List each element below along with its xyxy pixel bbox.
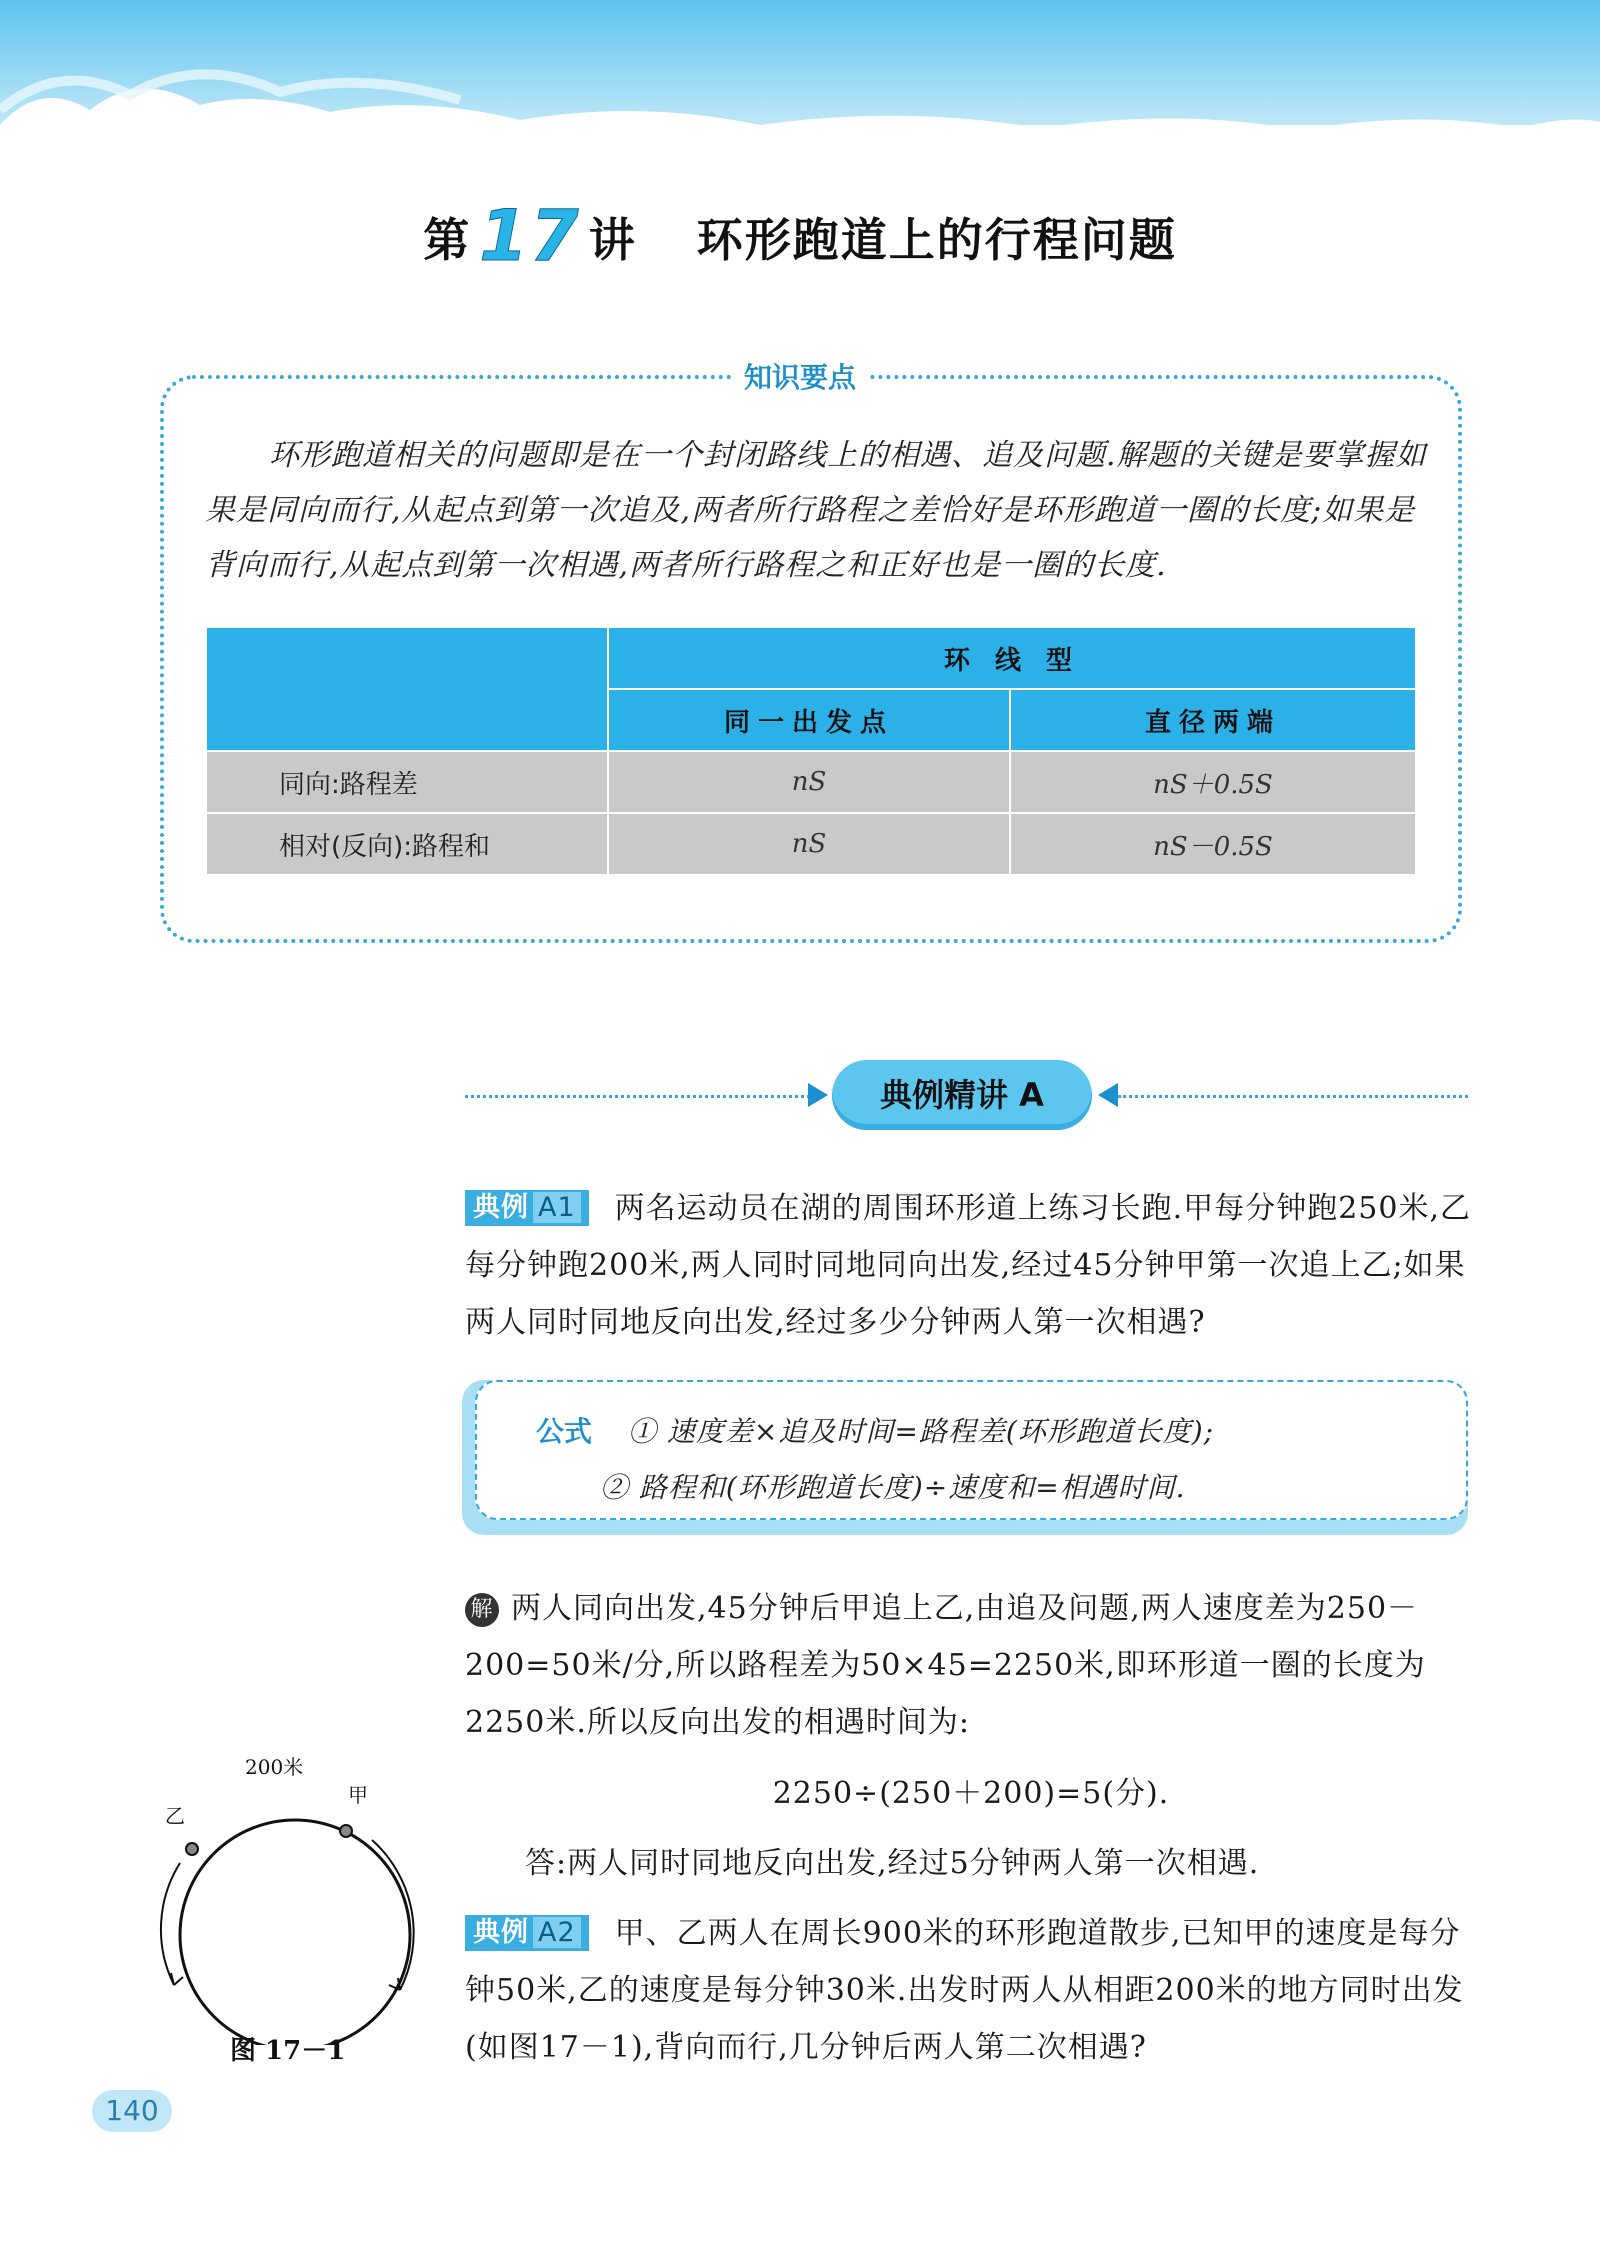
table-col-same-start: 同一出发点 — [608, 689, 1010, 751]
arrow-path-b — [161, 1863, 180, 1985]
table-row-label: 相对(反向):路程和 — [206, 813, 608, 875]
formula-line-1: ① 速度差×追及时间=路程差(环形跑道长度); — [628, 1415, 1215, 1448]
point-a-marker — [340, 1825, 352, 1837]
example-tag-main: 典例 — [473, 1917, 529, 1948]
track-circle — [180, 1820, 410, 2045]
page-number: 140 — [92, 2090, 172, 2132]
formula-label: 公式 — [536, 1415, 593, 1448]
figure-caption: 图 17－1 — [230, 2036, 346, 2066]
table-row — [206, 813, 1416, 875]
knowledge-text: 环形跑道相关的问题即是在一个封闭路线上的相遇、追及问题.解题的关键是要掌握如果是同向而行,从起点到第一次追及,两者所行路程之差恰好是环形跑道一圈的长度;如果是背向而行,从起点到第一次相遇,两者所行路程之和正好也是一圈的长度. — [205, 438, 1427, 583]
point-a-label: 甲 — [348, 1783, 368, 1807]
example-a2 — [465, 1905, 1477, 2076]
header-banner — [0, 0, 1600, 170]
example-tag-id: A1 — [533, 1192, 581, 1223]
table-group-header: 环 线 型 — [608, 627, 1416, 689]
point-b-marker — [186, 1843, 198, 1855]
arrowhead-a-icon — [389, 1978, 400, 1990]
table-cell: nS — [608, 813, 1010, 875]
example-a2-text: 甲、乙两人在周长900米的环形跑道散步,已知甲的速度是每分钟50米,乙的速度是每分钟30米.出发时两人从相距200米的地方同时出发(如图17－1),背向而行,几分钟后两人第二次相遇? — [465, 1916, 1464, 2065]
table-row — [206, 751, 1416, 813]
example-a1 — [465, 1180, 1477, 1351]
solution — [465, 1580, 1477, 1751]
page-title — [0, 195, 1600, 277]
solution-mark-icon: 解 — [465, 1593, 499, 1627]
solution-calculation: 2250÷(250＋200)=5(分). — [772, 1776, 1170, 1811]
arrowhead-b-icon — [171, 1973, 183, 1985]
lesson-number: 17 — [479, 195, 581, 277]
section-divider-right — [1118, 1095, 1468, 1098]
table-corner — [206, 627, 608, 751]
solution-answer: 答:两人同时同地反向出发,经过5分钟两人第一次相遇. — [525, 1846, 1260, 1881]
table-cell: nS－0.5S — [1010, 813, 1416, 875]
table-row-label: 同向:路程差 — [206, 751, 608, 813]
distance-label: 200米 — [245, 1755, 304, 1779]
arrow-left-icon — [1098, 1083, 1118, 1107]
section-divider-left — [465, 1095, 810, 1098]
knowledge-table — [205, 626, 1417, 876]
table-cell: nS＋0.5S — [1010, 751, 1416, 813]
lesson-title-text: 环形跑道上的行程问题 — [696, 213, 1177, 267]
formula-line-2: ② 路程和(环形跑道长度)÷速度和=相遇时间. — [600, 1471, 1186, 1504]
table-col-diameter-ends: 直径两端 — [1010, 689, 1416, 751]
track-figure — [150, 1745, 440, 2045]
table-cell: nS — [608, 751, 1010, 813]
title-suffix: 讲 — [588, 213, 637, 267]
arrow-right-icon — [808, 1083, 828, 1107]
example-tag-id: A2 — [533, 1917, 581, 1948]
section-title: 典例精讲 A — [832, 1060, 1092, 1130]
knowledge-heading: 知识要点 — [732, 356, 868, 396]
example-a1-text: 两名运动员在湖的周围环形道上练习长跑.甲每分钟跑250米,乙每分钟跑200米,两人同时同地同向出发,经过45分钟甲第一次追上乙;如果两人同时同地反向出发,经过多少分钟两人第一次相遇? — [465, 1191, 1471, 1340]
example-tag-main: 典例 — [473, 1192, 529, 1223]
point-b-label: 乙 — [165, 1804, 185, 1828]
solution-text: 两人同向出发,45分钟后甲追上乙,由追及问题,两人速度差为250－200=50米/分,所以路程差为50×45=2250米,即环形道一圈的长度为2250米.所以反向出发的相遇时间为: — [465, 1591, 1426, 1740]
example-tag — [465, 1190, 589, 1226]
title-prefix: 第 — [423, 213, 472, 267]
example-tag — [465, 1915, 589, 1951]
